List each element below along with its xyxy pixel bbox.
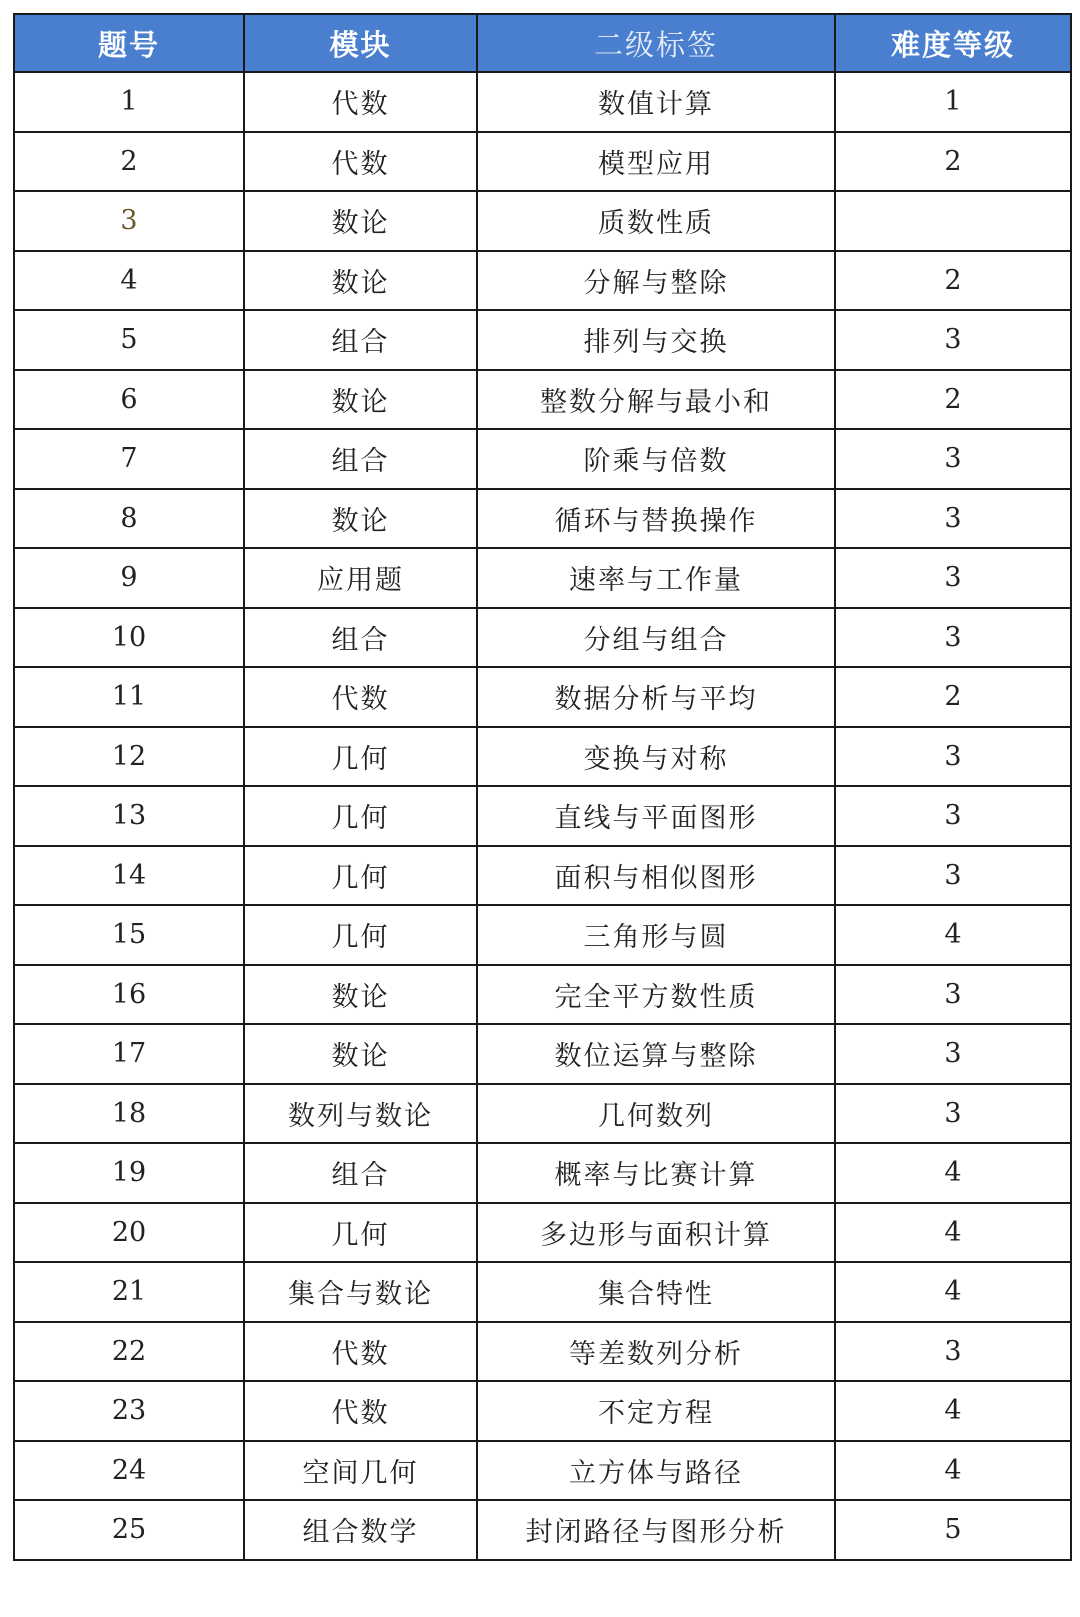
cell-secondary-tag: 概率与比赛计算 bbox=[477, 1143, 835, 1203]
cell-secondary-tag: 分组与组合 bbox=[477, 608, 835, 668]
table-body bbox=[14, 72, 1071, 1560]
cell-secondary-tag: 几何数列 bbox=[477, 1084, 835, 1144]
header-secondary-tag: 二级标签 bbox=[477, 14, 835, 72]
cell-secondary-tag: 模型应用 bbox=[477, 132, 835, 192]
cell-secondary-tag: 封闭路径与图形分析 bbox=[477, 1500, 835, 1560]
problem-table-container bbox=[13, 13, 1070, 1561]
cell-problem-number: 19 bbox=[14, 1143, 244, 1203]
cell-problem-number: 12 bbox=[14, 727, 244, 787]
cell-module: 应用题 bbox=[244, 548, 477, 608]
table-row bbox=[14, 548, 1071, 608]
table-row bbox=[14, 905, 1071, 965]
table-row bbox=[14, 1381, 1071, 1441]
cell-module: 数论 bbox=[244, 965, 477, 1025]
table-header bbox=[14, 14, 1071, 72]
cell-difficulty: 4 bbox=[835, 905, 1071, 965]
cell-difficulty: 3 bbox=[835, 1084, 1071, 1144]
cell-problem-number: 11 bbox=[14, 667, 244, 727]
cell-difficulty: 2 bbox=[835, 667, 1071, 727]
cell-secondary-tag: 循环与替换操作 bbox=[477, 489, 835, 549]
cell-module: 组合 bbox=[244, 310, 477, 370]
table-row bbox=[14, 1441, 1071, 1501]
cell-difficulty: 3 bbox=[835, 1322, 1071, 1382]
table-row bbox=[14, 1084, 1071, 1144]
cell-difficulty: 4 bbox=[835, 1381, 1071, 1441]
cell-difficulty: 3 bbox=[835, 1024, 1071, 1084]
cell-secondary-tag: 面积与相似图形 bbox=[477, 846, 835, 906]
table-row bbox=[14, 1322, 1071, 1382]
cell-problem-number: 16 bbox=[14, 965, 244, 1025]
table-row bbox=[14, 370, 1071, 430]
cell-problem-number: 15 bbox=[14, 905, 244, 965]
header-row bbox=[14, 14, 1071, 72]
cell-secondary-tag: 质数性质 bbox=[477, 191, 835, 251]
cell-module: 数列与数论 bbox=[244, 1084, 477, 1144]
cell-secondary-tag: 完全平方数性质 bbox=[477, 965, 835, 1025]
cell-module: 几何 bbox=[244, 786, 477, 846]
cell-secondary-tag: 集合特性 bbox=[477, 1262, 835, 1322]
cell-module: 数论 bbox=[244, 1024, 477, 1084]
cell-problem-number: 23 bbox=[14, 1381, 244, 1441]
cell-problem-number: 13 bbox=[14, 786, 244, 846]
cell-module: 几何 bbox=[244, 727, 477, 787]
cell-module: 组合 bbox=[244, 429, 477, 489]
cell-secondary-tag: 数值计算 bbox=[477, 72, 835, 132]
cell-problem-number: 5 bbox=[14, 310, 244, 370]
cell-difficulty: 3 bbox=[835, 786, 1071, 846]
cell-secondary-tag: 排列与交换 bbox=[477, 310, 835, 370]
table-row bbox=[14, 429, 1071, 489]
cell-secondary-tag: 三角形与圆 bbox=[477, 905, 835, 965]
cell-difficulty: 5 bbox=[835, 1500, 1071, 1560]
cell-problem-number: 1 bbox=[14, 72, 244, 132]
cell-difficulty: 3 bbox=[835, 965, 1071, 1025]
table-row bbox=[14, 965, 1071, 1025]
cell-module: 代数 bbox=[244, 132, 477, 192]
cell-secondary-tag: 整数分解与最小和 bbox=[477, 370, 835, 430]
cell-secondary-tag: 立方体与路径 bbox=[477, 1441, 835, 1501]
table-row bbox=[14, 1203, 1071, 1263]
cell-module: 代数 bbox=[244, 1322, 477, 1382]
cell-problem-number: 22 bbox=[14, 1322, 244, 1382]
table-row bbox=[14, 191, 1071, 251]
cell-module: 数论 bbox=[244, 191, 477, 251]
cell-problem-number: 25 bbox=[14, 1500, 244, 1560]
cell-module: 集合与数论 bbox=[244, 1262, 477, 1322]
cell-secondary-tag: 直线与平面图形 bbox=[477, 786, 835, 846]
cell-problem-number: 6 bbox=[14, 370, 244, 430]
cell-problem-number: 17 bbox=[14, 1024, 244, 1084]
cell-module: 组合数学 bbox=[244, 1500, 477, 1560]
cell-module: 数论 bbox=[244, 489, 477, 549]
cell-difficulty: 4 bbox=[835, 1262, 1071, 1322]
cell-secondary-tag: 数据分析与平均 bbox=[477, 667, 835, 727]
table-row bbox=[14, 1143, 1071, 1203]
cell-difficulty: 3 bbox=[835, 727, 1071, 787]
cell-module: 代数 bbox=[244, 1381, 477, 1441]
cell-difficulty: 2 bbox=[835, 132, 1071, 192]
cell-secondary-tag: 变换与对称 bbox=[477, 727, 835, 787]
cell-difficulty bbox=[835, 191, 1071, 251]
cell-module: 组合 bbox=[244, 608, 477, 668]
table-row bbox=[14, 132, 1071, 192]
cell-problem-number: 9 bbox=[14, 548, 244, 608]
cell-difficulty: 4 bbox=[835, 1441, 1071, 1501]
table-row bbox=[14, 72, 1071, 132]
cell-module: 空间几何 bbox=[244, 1441, 477, 1501]
cell-module: 几何 bbox=[244, 1203, 477, 1263]
header-problem-number: 题号 bbox=[14, 14, 244, 72]
table-row bbox=[14, 667, 1071, 727]
cell-problem-number: 18 bbox=[14, 1084, 244, 1144]
cell-secondary-tag: 数位运算与整除 bbox=[477, 1024, 835, 1084]
cell-secondary-tag: 不定方程 bbox=[477, 1381, 835, 1441]
cell-module: 代数 bbox=[244, 667, 477, 727]
cell-difficulty: 3 bbox=[835, 608, 1071, 668]
cell-problem-number: 21 bbox=[14, 1262, 244, 1322]
cell-difficulty: 3 bbox=[835, 548, 1071, 608]
cell-module: 数论 bbox=[244, 251, 477, 311]
cell-problem-number: 20 bbox=[14, 1203, 244, 1263]
table-row bbox=[14, 846, 1071, 906]
table-row bbox=[14, 1262, 1071, 1322]
cell-difficulty: 3 bbox=[835, 846, 1071, 906]
cell-difficulty: 3 bbox=[835, 489, 1071, 549]
cell-difficulty: 4 bbox=[835, 1143, 1071, 1203]
cell-secondary-tag: 阶乘与倍数 bbox=[477, 429, 835, 489]
table-row bbox=[14, 727, 1071, 787]
cell-problem-number: 24 bbox=[14, 1441, 244, 1501]
table-row bbox=[14, 489, 1071, 549]
cell-problem-number: 7 bbox=[14, 429, 244, 489]
cell-difficulty: 3 bbox=[835, 429, 1071, 489]
cell-problem-number: 3 bbox=[14, 191, 244, 251]
cell-module: 数论 bbox=[244, 370, 477, 430]
cell-module: 几何 bbox=[244, 905, 477, 965]
cell-problem-number: 4 bbox=[14, 251, 244, 311]
table-row bbox=[14, 608, 1071, 668]
cell-difficulty: 1 bbox=[835, 72, 1071, 132]
cell-secondary-tag: 分解与整除 bbox=[477, 251, 835, 311]
cell-module: 几何 bbox=[244, 846, 477, 906]
cell-difficulty: 4 bbox=[835, 1203, 1071, 1263]
table-row bbox=[14, 1500, 1071, 1560]
cell-problem-number: 8 bbox=[14, 489, 244, 549]
cell-module: 代数 bbox=[244, 72, 477, 132]
cell-secondary-tag: 速率与工作量 bbox=[477, 548, 835, 608]
header-module: 模块 bbox=[244, 14, 477, 72]
cell-secondary-tag: 多边形与面积计算 bbox=[477, 1203, 835, 1263]
cell-secondary-tag: 等差数列分析 bbox=[477, 1322, 835, 1382]
problem-table bbox=[13, 13, 1072, 1561]
table-row bbox=[14, 310, 1071, 370]
cell-module: 组合 bbox=[244, 1143, 477, 1203]
header-difficulty: 难度等级 bbox=[835, 14, 1071, 72]
cell-difficulty: 3 bbox=[835, 310, 1071, 370]
cell-difficulty: 2 bbox=[835, 251, 1071, 311]
table-row bbox=[14, 786, 1071, 846]
cell-difficulty: 2 bbox=[835, 370, 1071, 430]
table-row bbox=[14, 251, 1071, 311]
cell-problem-number: 14 bbox=[14, 846, 244, 906]
table-row bbox=[14, 1024, 1071, 1084]
cell-problem-number: 2 bbox=[14, 132, 244, 192]
cell-problem-number: 10 bbox=[14, 608, 244, 668]
